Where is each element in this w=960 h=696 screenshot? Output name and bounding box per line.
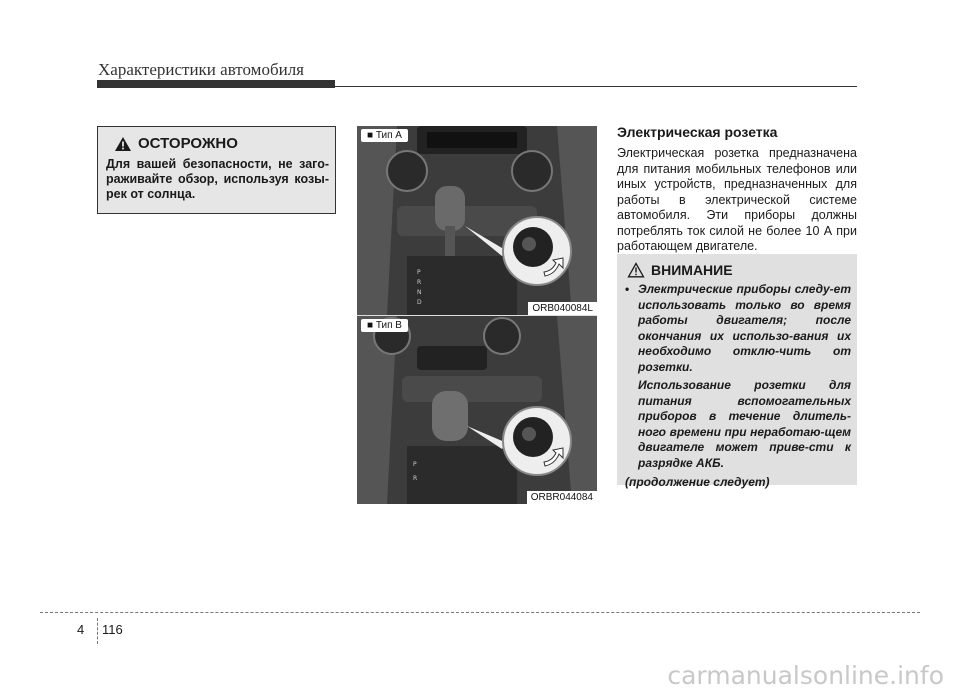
attention-box [617,254,857,489]
attention-header [627,262,733,278]
console-image-type-a [357,126,597,315]
footer-rule [40,612,920,613]
svg-text:N: N [417,289,422,296]
caution-text: Для вашей безопасности, не заго-раживайте обзор, используя козы-рек от солнца. [106,157,329,201]
page-number: 116 [102,622,123,637]
center-console-illustration-b [357,316,597,504]
image-a-code: ORB040084L [528,302,597,315]
svg-text:R: R [413,475,418,482]
svg-text:P: P [417,269,421,276]
svg-text:R: R [417,279,422,286]
console-image-type-b [357,315,597,504]
caution-box [97,126,336,214]
list-item [625,282,851,375]
watermark: carmanualsonline.info [667,661,944,690]
section-title: Электрическая розетка [617,124,778,140]
svg-text:P: P [413,461,417,468]
attention-item-text: Электрические приборы следу-ет использовать только во время работы двигателя; после окончания их использо-вания их необходимо отклю-чить от розетки. [638,282,851,374]
attention-item-continuation: Использование розетки для питания вспомогательных приборов в течение длитель-ного времени при неработаю-щем двигателе может приве-сти к разрядке АКБ. [638,378,851,470]
attention-list [625,282,851,491]
header-rule-thick [97,80,335,88]
type-a-label: ■ Тип А [361,129,408,142]
warning-outline-icon [627,262,645,278]
warning-triangle-icon [114,136,132,152]
section-body: Электрическая розетка предназначена для питания мобильных телефонов или иных устройств, предназначенных для работы в электрической системе автомобиля. Эти приборы должны потреблять ток силой не более 10 А при работающем двигателе. [617,146,857,253]
header-rule-thin [335,86,857,87]
image-b-code: ORBR044084 [527,491,597,504]
bullet-icon: • [625,282,630,296]
page-header-title: Характеристики автомобиля [98,60,304,79]
svg-text:D: D [417,299,422,306]
chapter-number: 4 [77,622,85,637]
center-console-illustration [357,126,597,315]
continued-note: (продолжение следует) [625,475,770,489]
caution-title: ОСТОРОЖНО [138,135,238,152]
attention-title: ВНИМАНИЕ [651,262,733,278]
type-b-label: ■ Тип В [361,319,408,332]
page-separator [97,618,98,644]
caution-header [114,135,238,152]
